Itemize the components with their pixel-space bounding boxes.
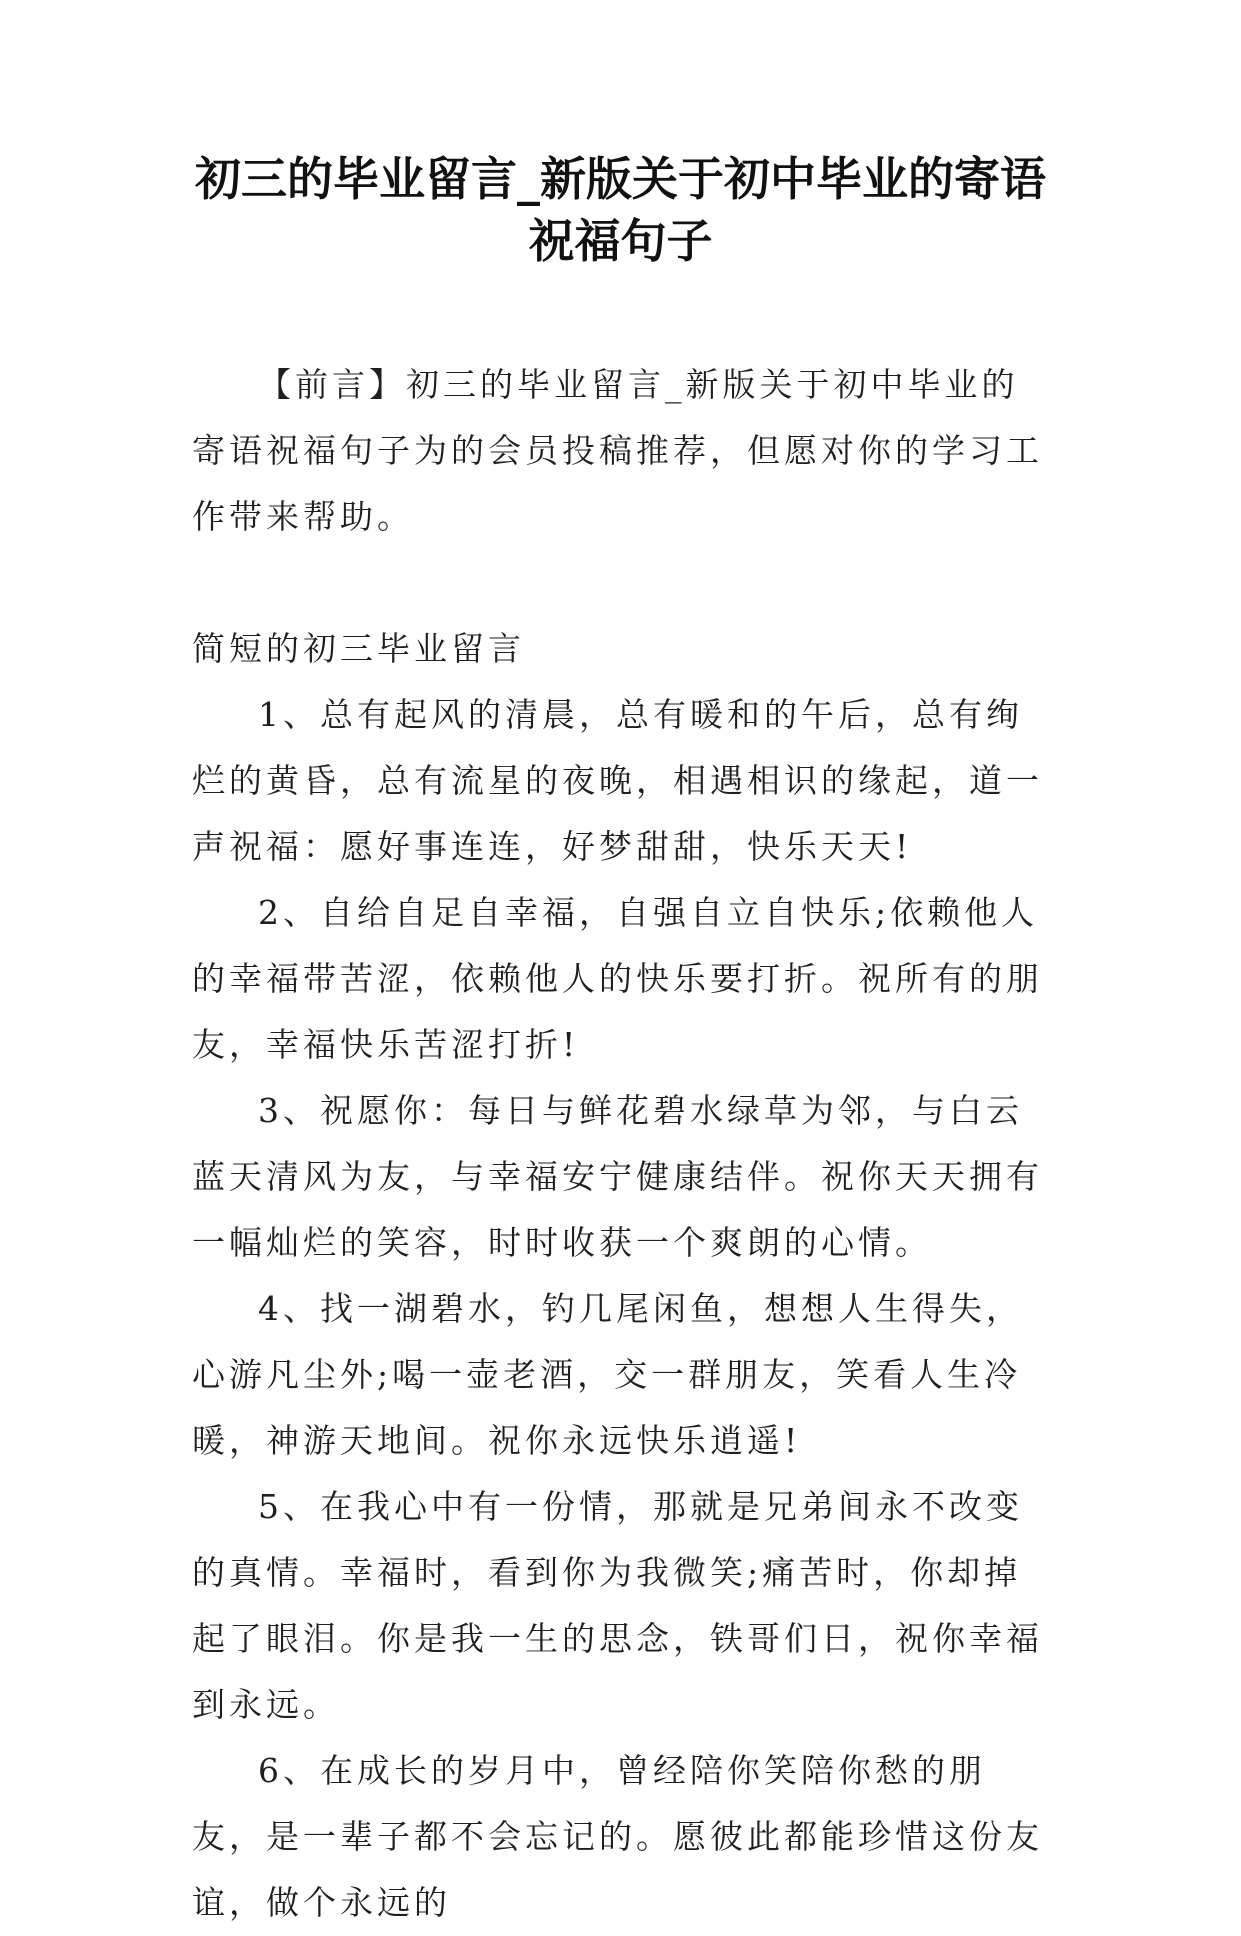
wish-paragraph-6: 6、在成长的岁月中，曾经陪你笑陪你愁的朋友，是一辈子都不会忘记的。愿彼此都能珍惜这份友谊，做个永远的: [192, 1751, 1043, 1922]
wish-paragraph-5: 5、在我心中有一份情，那就是兄弟间永不改变的真情。幸福时，看到你为我微笑;痛苦时，你却掉起了眼泪。你是我一生的思念，铁哥们日，祝你幸福到永远。: [192, 1487, 1043, 1724]
document-title: [150, 148, 1091, 272]
wish-paragraph-2: 2、自给自足自幸福，自强自立自快乐;依赖他人的幸福带苦涩，依赖他人的快乐要打折。祝所有的朋友，幸福快乐苦涩打折!: [192, 893, 1043, 1064]
document-body: [192, 352, 1052, 1936]
wish-paragraph-4: 4、找一湖碧水，钓几尾闲鱼，想想人生得失，心游凡尘外;喝一壶老酒，交一群朋友，笑看人生冷暖，神游天地间。祝你永远快乐逍遥!: [192, 1289, 1023, 1460]
preface-paragraph: 【前言】初三的毕业留言_新版关于初中毕业的寄语祝福句子为的会员投稿推荐，但愿对你的学习工作带来帮助。: [192, 365, 1043, 536]
title-line-1: 初三的毕业留言_新版关于初中毕业的寄语: [195, 152, 1046, 206]
title-line-2: 祝福句子: [528, 214, 713, 268]
section-heading: 简短的初三毕业留言: [192, 629, 525, 668]
wish-paragraph-3: 3、祝愿你：每日与鲜花碧水绿草为邻，与白云蓝天清风为友，与幸福安宁健康结伴。祝你天天拥有一幅灿烂的笑容，时时收获一个爽朗的心情。: [192, 1091, 1043, 1262]
wish-paragraph-1: 1、总有起风的清晨，总有暖和的午后，总有绚烂的黄昏，总有流星的夜晚，相遇相识的缘起，道一声祝福：愿好事连连，好梦甜甜，快乐天天!: [192, 695, 1043, 866]
